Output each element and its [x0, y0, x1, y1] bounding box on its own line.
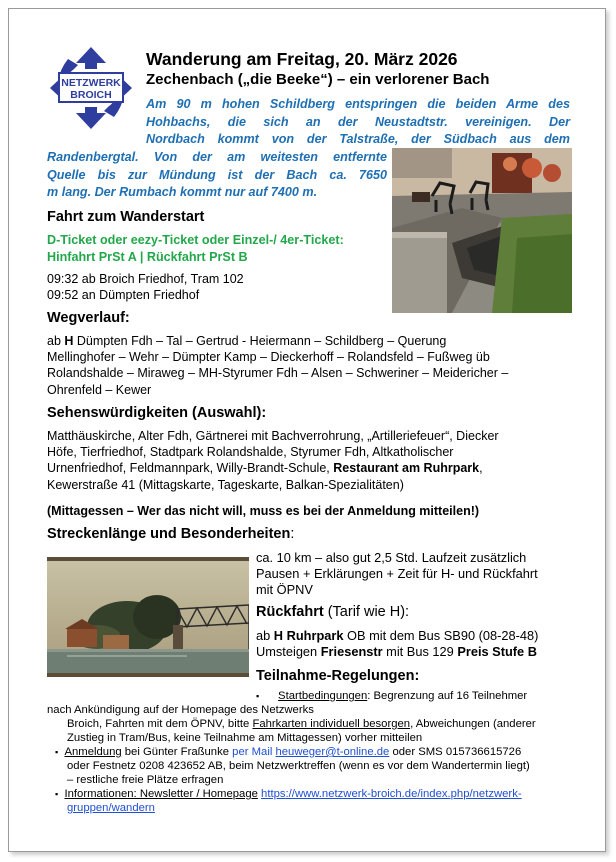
rueckfahrt-heading-normal: (Tarif wie H):	[323, 604, 410, 620]
departure-time: 09:32 ab Broich Friedhof, Tram 102	[47, 272, 244, 286]
rf-rest: OB mit dem Bus SB90 (08-28-48)	[343, 628, 539, 643]
page-subtitle: Zechenbach („die Beeke“) – ein verlorener Bach	[146, 71, 490, 88]
rueckfahrt-heading	[256, 604, 409, 620]
mail-link[interactable]: heuweger@t-online.de	[275, 746, 390, 758]
bullet-icon: ▪	[55, 747, 59, 757]
intro-line: Am 90 m hohen Schildberg entspringen die beiden Arme des	[146, 97, 570, 111]
homepage-link[interactable]: https://www.netzwerk-broich.de/index.php/netzwerk-	[261, 788, 522, 800]
intro-text-top	[146, 96, 570, 149]
start-3b: Fahrkarten individuell besorgen	[252, 718, 411, 730]
start-3c: , Abweichungen (anderer	[410, 718, 536, 730]
rf-prefix: ab	[256, 628, 274, 643]
sehens-text	[47, 428, 587, 493]
strecke-heading: Streckenlänge und Besonderheiten	[47, 526, 291, 542]
rf2-price: Preis Stufe B	[457, 644, 537, 659]
strecke-heading-wrap	[47, 526, 294, 542]
rueckfahrt-line-1	[256, 628, 538, 644]
anm-text1: bei Günter Fraßunke	[121, 746, 233, 758]
netzwerk-broich-logo	[48, 45, 134, 131]
sight-line: Höfe, Tierfriedhof, Stadtpark Rolandshalde, Styrumer Fdh, Altkatholischer	[47, 445, 454, 460]
sehens-heading: Sehenswürdigkeiten (Auswahl):	[47, 405, 267, 421]
start-text: : Begrenzung auf 16 Teilnehmer	[367, 690, 528, 702]
historic-painting	[47, 557, 249, 677]
sight-line: Urnenfriedhof, Feldmannpark, Willy-Brandt-Schule,	[47, 461, 334, 476]
logo-line1: NETZWERK	[61, 77, 121, 89]
intro-text-bottom	[47, 149, 387, 202]
bullet-icon: ▪	[256, 691, 260, 701]
route-start: H	[64, 334, 74, 348]
start-line-2: nach Ankündigung auf der Homepage des Netzwerks	[47, 704, 314, 716]
info-line-2	[67, 802, 155, 816]
start-line-3	[67, 718, 536, 732]
start-line-4: Zustieg in Tram/Bus, keine Teilnahme am Mittagessen) vorher mitteilen	[67, 732, 423, 744]
route-line: Ohrenfeld – Kewer	[47, 382, 152, 397]
rf2-prefix: Umsteigen	[256, 644, 321, 659]
sight-line: Matthäuskirche, Alter Fdh, Gärtnerei mit Bachverrohrung, „Artilleriefeuer“, Diecker	[47, 429, 499, 443]
wegverlauf-text	[47, 333, 587, 398]
rueckfahrt-line-2	[256, 644, 537, 660]
homepage-link-cont[interactable]: gruppen/wandern	[67, 802, 155, 814]
intro-line: Nordbach kommt von der Talstraße, der Südbach aus dem	[146, 132, 570, 146]
rf2-mid: mit Bus 129	[382, 644, 458, 659]
strecke-text	[256, 550, 538, 599]
creek-garden-photo	[392, 148, 572, 313]
page-title: Wanderung am Freitag, 20. März 2026	[146, 49, 458, 69]
teilnahme-heading: Teilnahme-Regelungen:	[256, 668, 420, 684]
start-3a: Broich, Fahrten mit dem ÖPNV, bitte	[67, 718, 253, 730]
ticket-line-1: D-Ticket oder eezy-Ticket oder Einzel-/ 4er-Ticket:	[47, 233, 344, 247]
route-line: Rolandshalde – Miraweg – MH-Styrumer Fdh – Alsen – Schweriner – Meidericher –	[47, 366, 509, 381]
anm-text2: oder SMS 015736615726	[389, 746, 522, 758]
info-line-1	[55, 788, 522, 802]
bullet-icon: ▪	[55, 789, 59, 799]
restaurant-name: Restaurant am Ruhrpark	[333, 461, 480, 476]
anmeldung-line-1	[55, 746, 521, 760]
lunch-note: (Mittagessen – Wer das nicht will, muss es bei der Anmeldung mitteilen!)	[47, 504, 480, 518]
arrival-time: 09:52 an Dümpten Friedhof	[47, 288, 200, 302]
intro-line: Randenbergtal. Von der am weitesten entfernte	[47, 150, 387, 164]
intro-line: Quelle bis zur Mündung ist der Bach ca. 7650	[47, 167, 387, 182]
anm-mail-prefix: per Mail	[232, 746, 276, 758]
route-line: Mellinghofer – Wehr – Dümpter Kamp – Dieckerhoff – Rolandsfeld – Fußweg üb	[47, 350, 490, 365]
logo-line2: BROICH	[70, 89, 112, 101]
strecke-line: ca. 10 km – also gut 2,5 Std. Laufzeit zusätzlich	[256, 550, 527, 565]
strecke-line: mit ÖPNV	[256, 582, 313, 598]
anmeldung-line-2: oder Festnetz 0208 423652 AB, beim Netzwerktreffen (wenn es vor dem Wandertermin liegt)	[67, 760, 530, 772]
rf2-stop: Friesenstr	[320, 644, 383, 659]
info-label: Informationen: Newsletter / Homepage	[64, 788, 258, 800]
sight-line: Kewerstraße 41 (Mittagskarte, Tageskarte, Balkan-Spezialitäten)	[47, 477, 404, 492]
anmeldung-line-3: – restliche freie Plätze erfragen	[67, 774, 224, 786]
wegverlauf-heading: Wegverlauf:	[47, 310, 130, 326]
strecke-heading-colon: :	[290, 526, 295, 542]
restaurant-suffix: ,	[479, 461, 483, 476]
route-line: Dümpten Fdh – Tal – Gertrud - Heiermann – Schildberg – Querung	[73, 334, 447, 348]
intro-line: Hohbachs, die sich an der Neustadtstr. vereinigen. Der	[146, 114, 570, 129]
rf-stop: H Ruhrpark	[273, 628, 344, 643]
route-prefix: ab	[47, 334, 65, 348]
anmeldung-label: Anmeldung	[64, 746, 122, 758]
strecke-line: Pausen + Erklärungen + Zeit für H- und Rückfahrt	[256, 566, 538, 582]
start-line-1	[256, 690, 527, 704]
intro-line: m lang. Der Rumbach kommt nur auf 7400 m.	[47, 185, 318, 199]
start-label: Startbedingungen	[278, 690, 368, 702]
ticket-line-2: Hinfahrt PrSt A | Rückfahrt PrSt B	[47, 250, 248, 264]
fahrt-heading: Fahrt zum Wanderstart	[47, 209, 205, 225]
rueckfahrt-heading-bold: Rückfahrt	[256, 604, 324, 620]
